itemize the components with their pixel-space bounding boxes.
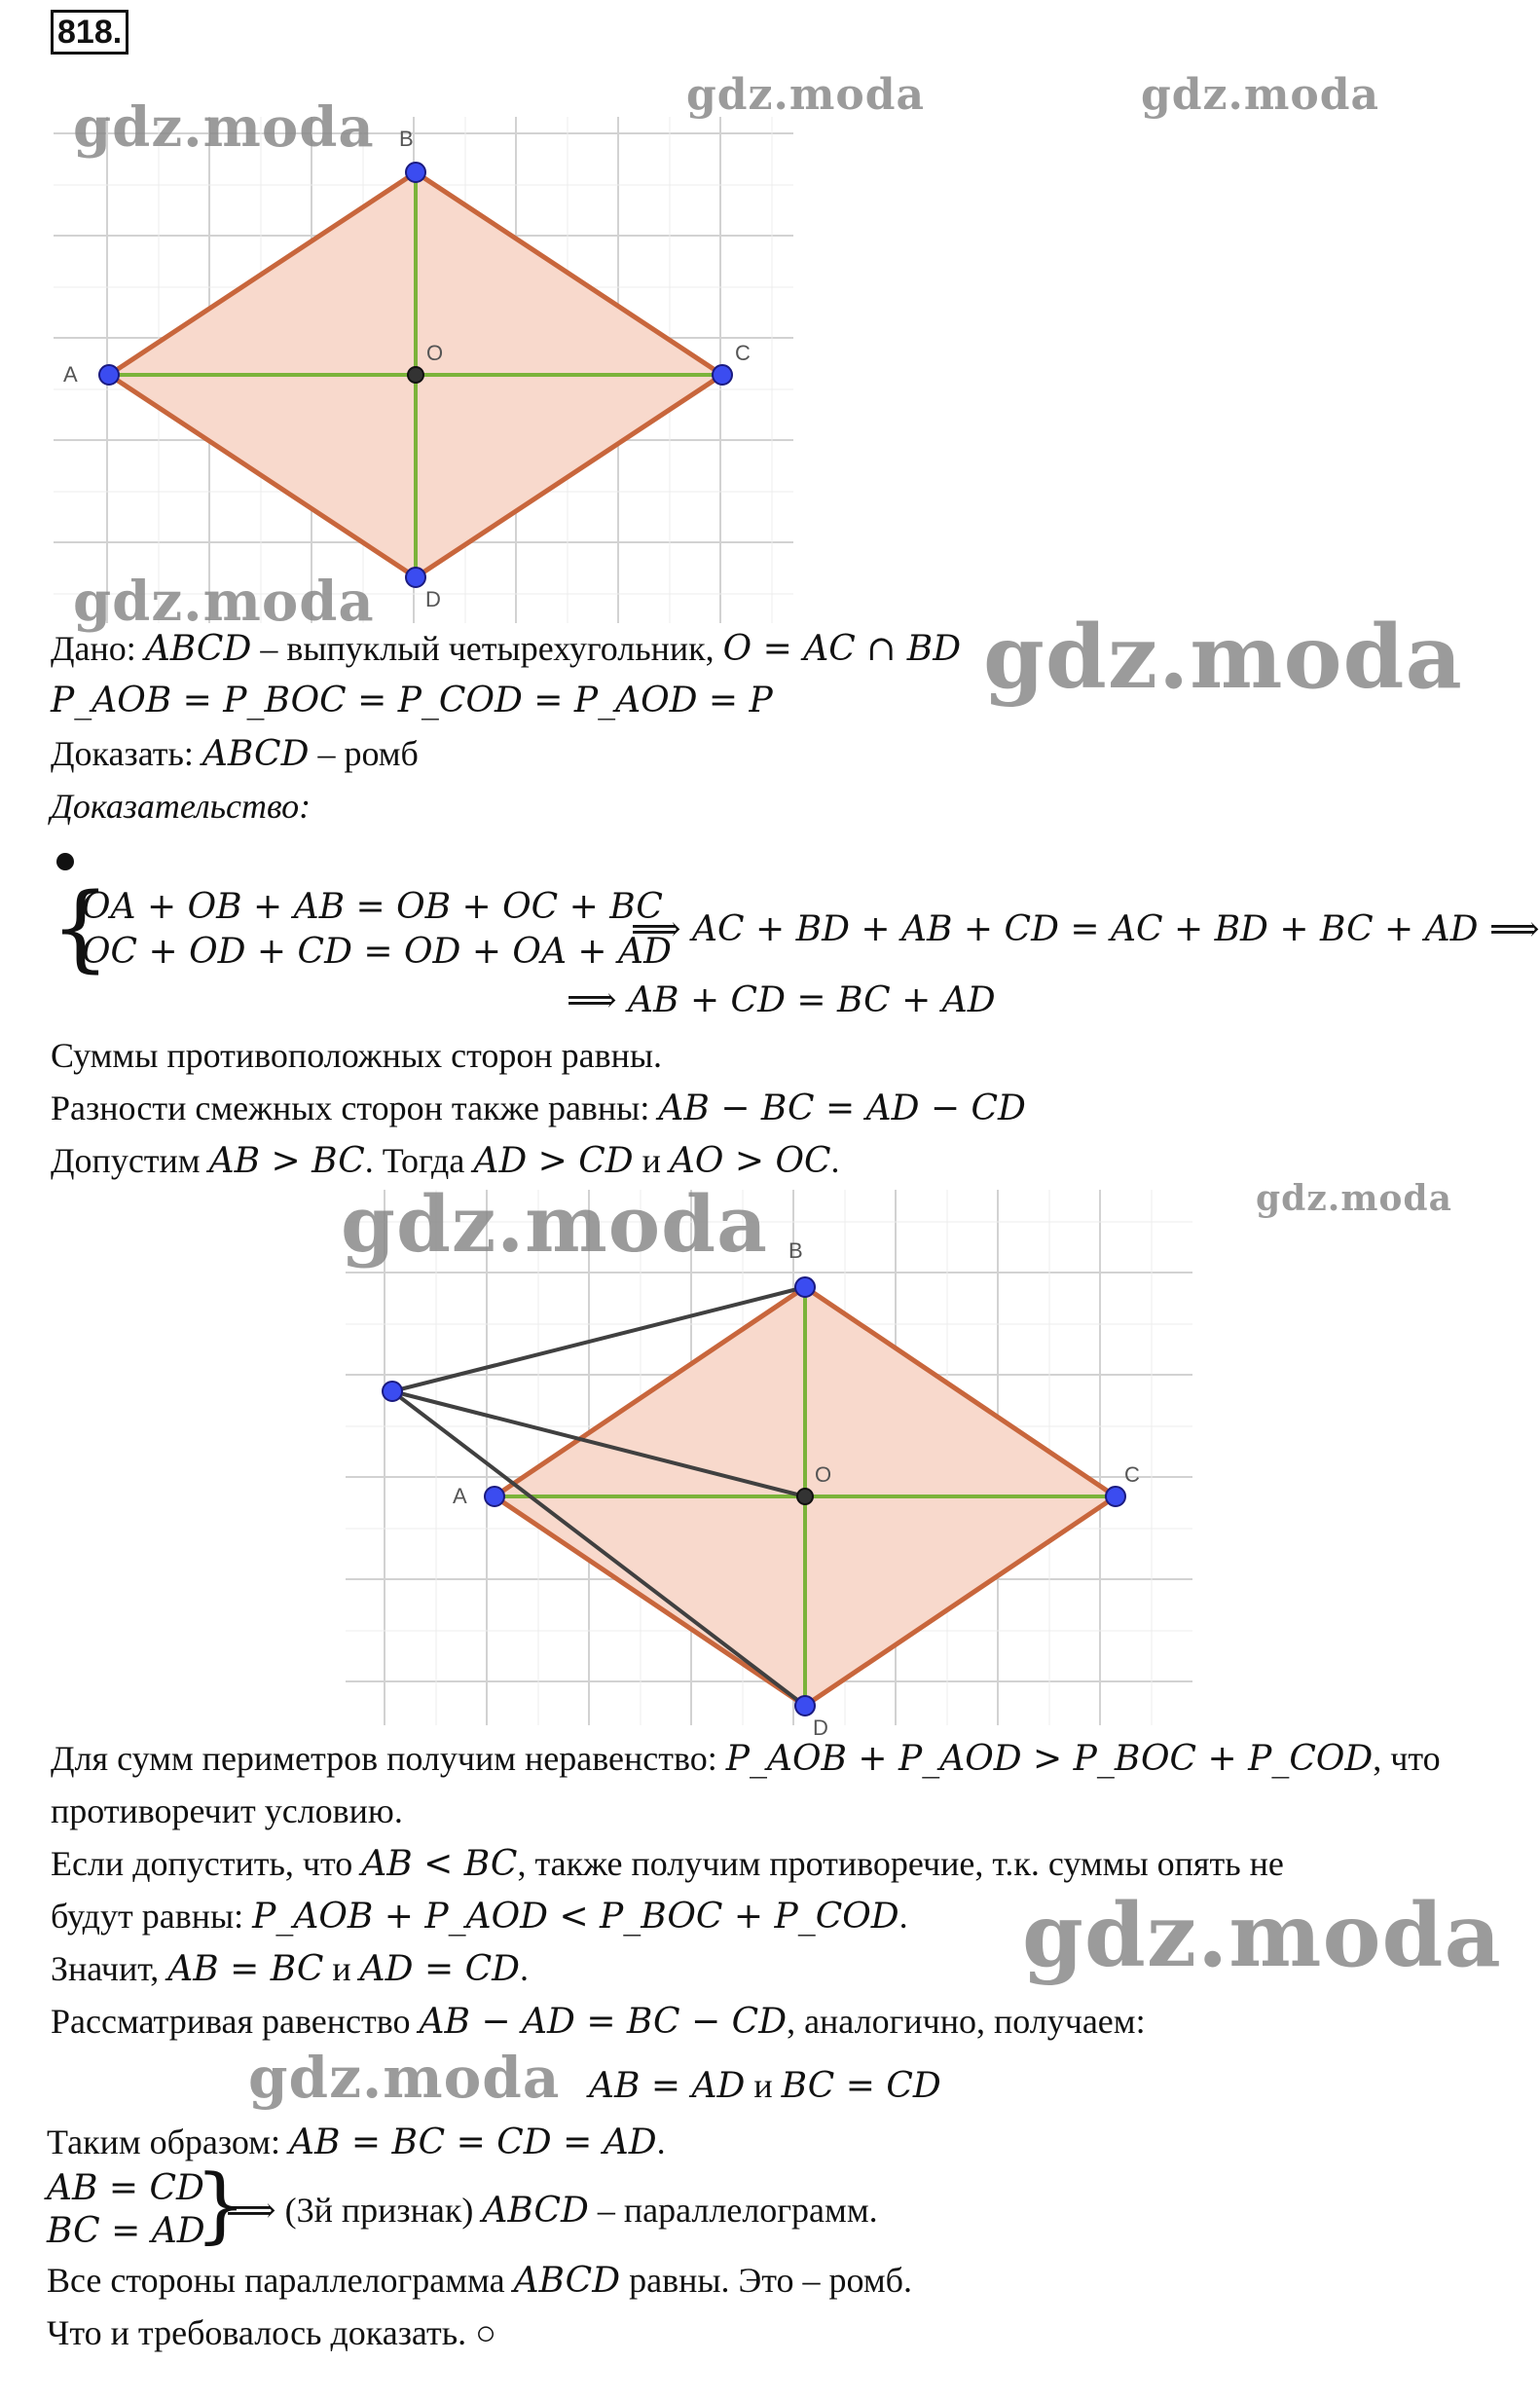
prove-label: Доказать: bbox=[51, 734, 202, 773]
given-line-2: P_AOB = P_BOC = P_COD = P_AOD = P bbox=[51, 681, 773, 720]
watermark: gdz.moda bbox=[341, 1178, 768, 1270]
inequality-formula: P_AOB + P_AOD > P_BOC + P_COD bbox=[725, 1739, 1374, 1779]
brace-line-1: AB = CD bbox=[47, 2168, 204, 2208]
system-line-2: OC + OD + CD = OD + OA + AD bbox=[82, 932, 672, 972]
all-sides-text: Все стороны параллелограмма bbox=[47, 2261, 514, 2300]
hence-formula-1: AB = BC bbox=[167, 1949, 324, 1989]
if-text: Если допустить, что bbox=[51, 1844, 362, 1883]
figure-2-label-a: A bbox=[453, 1484, 467, 1508]
consider-line bbox=[51, 2000, 1146, 2044]
hence-period: . bbox=[520, 1949, 529, 1988]
figure-2-point-b bbox=[795, 1277, 815, 1297]
equality-bc-cd: BC = CD bbox=[781, 2066, 941, 2106]
consider-text: Рассматривая равенство bbox=[51, 2002, 420, 2041]
differences-line bbox=[51, 1087, 1026, 1130]
differences-formula: AB − BC = AD − CD bbox=[658, 1089, 1026, 1128]
assume-text: Допустим bbox=[51, 1141, 209, 1180]
assume-formula-1: AB > BC bbox=[208, 1141, 365, 1181]
consider-formula: AB − AD = BC − CD bbox=[419, 2002, 788, 2042]
not-equal-text: будут равны: bbox=[51, 1897, 253, 1936]
not-equal-line bbox=[51, 1895, 908, 1938]
figure-2-point-c bbox=[1106, 1487, 1125, 1506]
inequality-tail: , что bbox=[1373, 1739, 1441, 1778]
watermark: gdz.moda bbox=[248, 2045, 561, 2111]
parallelogram-line bbox=[226, 2189, 878, 2233]
problem-number: 818. bbox=[51, 10, 128, 55]
equality-ab-ad: AB = AD bbox=[589, 2066, 746, 2106]
watermark: gdz.moda bbox=[686, 70, 926, 120]
proof-title: Доказательство: bbox=[51, 787, 312, 826]
given-intersection: O = AC ∩ BD bbox=[722, 629, 962, 669]
figure-2-point-o bbox=[797, 1489, 813, 1504]
differences-text: Разности смежных сторон также равны: bbox=[51, 1089, 659, 1127]
inequality-text: Для сумм периметров получим неравенство: bbox=[51, 1739, 726, 1778]
contradiction-line: противоречит условию. bbox=[51, 1791, 403, 1830]
not-equal-formula: P_AOB + P_AOD < P_BOC + P_COD bbox=[252, 1897, 899, 1937]
watermark: gdz.moda bbox=[983, 606, 1463, 709]
thus-text: Таким образом: bbox=[47, 2122, 290, 2161]
figure-2-label-d: D bbox=[813, 1716, 828, 1740]
system-result-2: ⟹ AB + CD = BC + AD bbox=[567, 980, 996, 1020]
all-sides-figure: ABCD bbox=[513, 2261, 621, 2301]
assume-formula-2: AD > CD bbox=[473, 1141, 634, 1181]
assume-formula-3: AO > OC bbox=[669, 1141, 831, 1181]
figure-1-rhombus bbox=[54, 117, 793, 623]
not-equal-period: . bbox=[898, 1897, 908, 1936]
figure-1-label-c: C bbox=[735, 341, 751, 365]
qed-line: Что и требовалось доказать. ○ bbox=[47, 2313, 496, 2352]
sums-equal-line: Суммы противоположных сторон равны. bbox=[51, 1036, 663, 1075]
assume-and: и bbox=[633, 1141, 670, 1180]
given-quadrilateral: ABCD bbox=[144, 629, 252, 669]
system-brace: { bbox=[51, 873, 111, 982]
assume-then: . Тогда bbox=[364, 1141, 474, 1180]
figure-2-rhombus bbox=[346, 1190, 1192, 1740]
hence-formula-2: AD = CD bbox=[359, 1949, 520, 1989]
prove-figure: ABCD bbox=[202, 734, 310, 774]
system-result: ⟹ AC + BD + AB + CD = AC + BD + BC + AD ⟹ bbox=[631, 909, 1540, 949]
parallelogram-criterion: ⟹ (3й признак) bbox=[226, 2191, 483, 2230]
assume-line bbox=[51, 1139, 840, 1183]
figure-1-point-c bbox=[713, 365, 732, 385]
watermark: gdz.moda bbox=[1022, 1884, 1502, 1987]
figure-2-point-x bbox=[383, 1382, 402, 1401]
brace-line-2: BC = AD bbox=[47, 2211, 205, 2251]
if-line bbox=[51, 1842, 1284, 1886]
all-sides-line bbox=[47, 2259, 912, 2303]
given-label: Дано: bbox=[51, 629, 145, 668]
thus-formula: AB = BC = CD = AD bbox=[289, 2122, 657, 2162]
thus-line bbox=[47, 2121, 666, 2164]
inequality-line bbox=[51, 1737, 1441, 1781]
hence-text: Значит, bbox=[51, 1949, 168, 1988]
right-brace: } bbox=[195, 2157, 247, 2252]
all-sides-conclusion: равны. Это – ромб. bbox=[620, 2261, 912, 2300]
figure-2-point-d bbox=[795, 1696, 815, 1716]
equality-and: и bbox=[745, 2066, 782, 2105]
if-tail: , также получим противоречие, т.к. суммы опять не bbox=[517, 1844, 1284, 1883]
parallelogram-figure: ABCD bbox=[482, 2191, 589, 2231]
figure-1-label-d: D bbox=[425, 587, 441, 611]
equalities-line bbox=[589, 2064, 941, 2108]
figure-1-point-a bbox=[99, 365, 119, 385]
bullet-point bbox=[56, 853, 74, 870]
given-description: – выпуклый четырехугольник, bbox=[251, 629, 723, 668]
watermark: gdz.moda bbox=[73, 570, 375, 634]
prove-line bbox=[51, 732, 419, 776]
figure-1-point-b bbox=[406, 163, 425, 182]
hence-and: и bbox=[323, 1949, 360, 1988]
given-line-1 bbox=[51, 627, 961, 671]
consider-tail: , аналогично, получаем: bbox=[787, 2002, 1146, 2041]
system-line-1: OA + OB + AB = OB + OC + BC bbox=[82, 887, 663, 927]
watermark: gdz.moda bbox=[1256, 1178, 1452, 1219]
figure-1-label-a: A bbox=[63, 362, 78, 387]
figure-2-label-c: C bbox=[1124, 1462, 1140, 1487]
figure-1-point-o bbox=[408, 367, 423, 383]
parallelogram-conclusion: – параллелограмм. bbox=[588, 2191, 878, 2230]
assume-period: . bbox=[830, 1141, 840, 1180]
figure-2-label-b: B bbox=[788, 1238, 803, 1263]
figure-2-label-o: O bbox=[815, 1462, 832, 1487]
figure-2-point-a bbox=[485, 1487, 504, 1506]
if-formula: AB < BC bbox=[361, 1844, 518, 1884]
prove-claim: – ромб bbox=[309, 734, 419, 773]
hence-line bbox=[51, 1947, 529, 1991]
watermark: gdz.moda bbox=[1141, 70, 1380, 120]
figure-1-label-b: B bbox=[399, 127, 414, 151]
figure-1-label-o: O bbox=[426, 341, 444, 365]
figure-1-point-d bbox=[406, 568, 425, 587]
watermark: gdz.moda bbox=[73, 95, 375, 160]
thus-period: . bbox=[656, 2122, 666, 2161]
